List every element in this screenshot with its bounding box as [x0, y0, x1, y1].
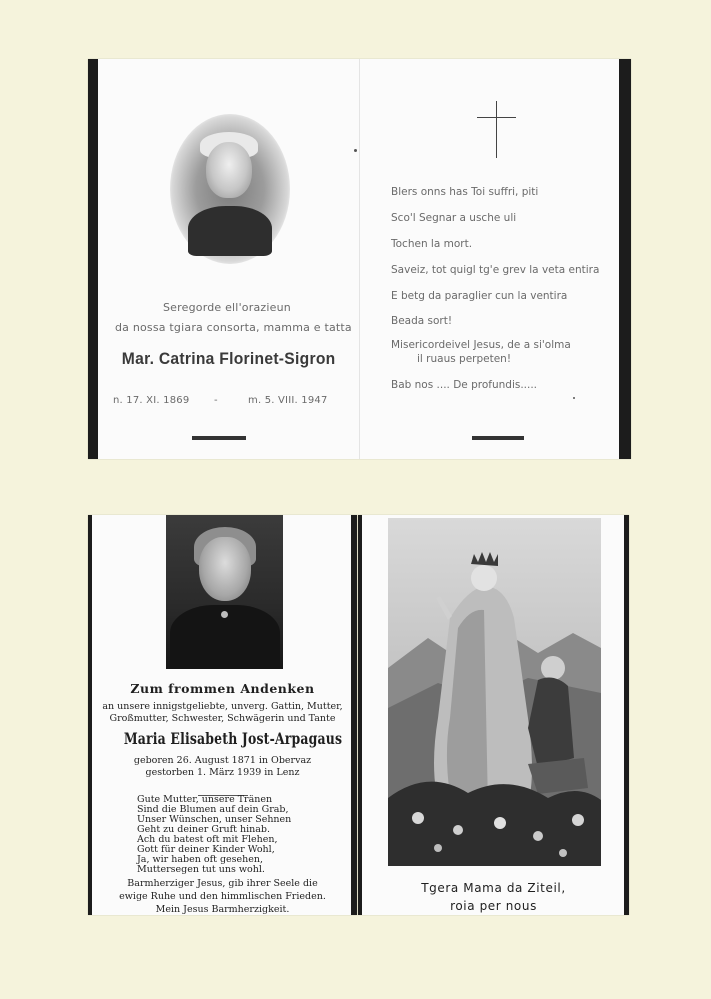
cross-icon — [496, 101, 497, 158]
intro-line-2: Großmutter, Schwester, Schwägerin und Tante — [109, 713, 336, 724]
closing-line-3: Mein Jesus Barmherzigkeit. — [155, 904, 290, 915]
card-edge-left — [88, 515, 92, 915]
poem-line: Gott für deiner Kinder Wohl, — [137, 844, 275, 855]
memorial-card-jost — [88, 515, 357, 915]
poem-line: Ja, wir haben oft gesehen, — [137, 854, 264, 865]
deceased-name: Maria Elisabeth Jost-Arpagaus — [123, 729, 343, 748]
poem-line: Gute Mutter, unsere Tränen — [137, 794, 273, 805]
portrait-photo-oval — [170, 114, 290, 264]
cross-icon-bar — [477, 117, 516, 118]
card-edge-left — [88, 59, 98, 459]
dedication-line-2: da nossa tgiara consorta, mamma e tatta — [115, 321, 352, 334]
portrait-photo-rect — [166, 515, 283, 669]
birth-date: n. 17. XI. 1869 — [113, 395, 190, 406]
deceased-name: Mar. Catrina Florinet-Sigron — [121, 349, 336, 368]
madonna-illustration — [388, 518, 601, 866]
memorial-heading: Zum frommen Andenken — [130, 681, 315, 696]
prayer-line: il ruaus perpeten! — [417, 353, 512, 365]
memorial-card-florinet — [88, 59, 631, 459]
birth-line: geboren 26. August 1871 in Obervaz — [133, 755, 312, 766]
prayer-line: Misericordeivel Jesus, de a si'olma — [391, 339, 571, 351]
dedication-line-1: Seregorde ell'orazieun — [163, 301, 291, 314]
prayer-line: Sco'l Segnar a usche uli — [391, 212, 517, 224]
card-fold-line — [359, 59, 360, 459]
closing-line-2: ewige Ruhe und den himmlischen Frieden. — [119, 891, 326, 902]
bottom-dash-left — [192, 436, 246, 440]
card-edge-right — [351, 515, 357, 915]
card-edge-right — [619, 59, 631, 459]
poem-line: Sind die Blumen auf dein Grab, — [137, 804, 289, 815]
date-separator: - — [214, 395, 218, 406]
closing-line-1: Barmherziger Jesus, gib ihrer Seele die — [127, 878, 318, 889]
prayer-line: Blers onns has Toi suffri, piti — [391, 186, 539, 198]
card-edge-right — [624, 515, 629, 915]
poem-line: Unser Wünschen, unser Sehnen — [137, 814, 292, 825]
poem-line: Geht zu deiner Gruft hinab. — [137, 824, 270, 835]
caption-line-2: roia per nous — [450, 899, 537, 913]
madonna-card — [358, 515, 629, 915]
death-line: gestorben 1. März 1939 in Lenz — [145, 767, 300, 778]
poem-line: Ach du batest oft mit Flehen, — [137, 834, 278, 845]
prayer-line: Saveiz, tot quigl tg'e grev la veta entira — [391, 264, 600, 276]
caption-line-1: Tgera Mama da Ziteil, — [421, 881, 566, 895]
death-date: m. 5. VIII. 1947 — [248, 395, 328, 406]
prayer-line: Bab nos .... De profundis..... — [391, 379, 538, 391]
prayer-line: Beada sort! — [391, 315, 453, 327]
madonna-statue-photo — [388, 518, 601, 866]
intro-line-1: an unsere innigstgeliebte, unverg. Gattin, Mutter, — [102, 701, 343, 712]
poem-line: Muttersegen tut uns wohl. — [137, 864, 265, 875]
prayer-line: Tochen la mort. — [391, 238, 473, 250]
prayer-line: E betg da paraglier cun la ventira — [391, 290, 568, 302]
card-edge-left — [358, 515, 362, 915]
bottom-dash-right — [472, 436, 524, 440]
